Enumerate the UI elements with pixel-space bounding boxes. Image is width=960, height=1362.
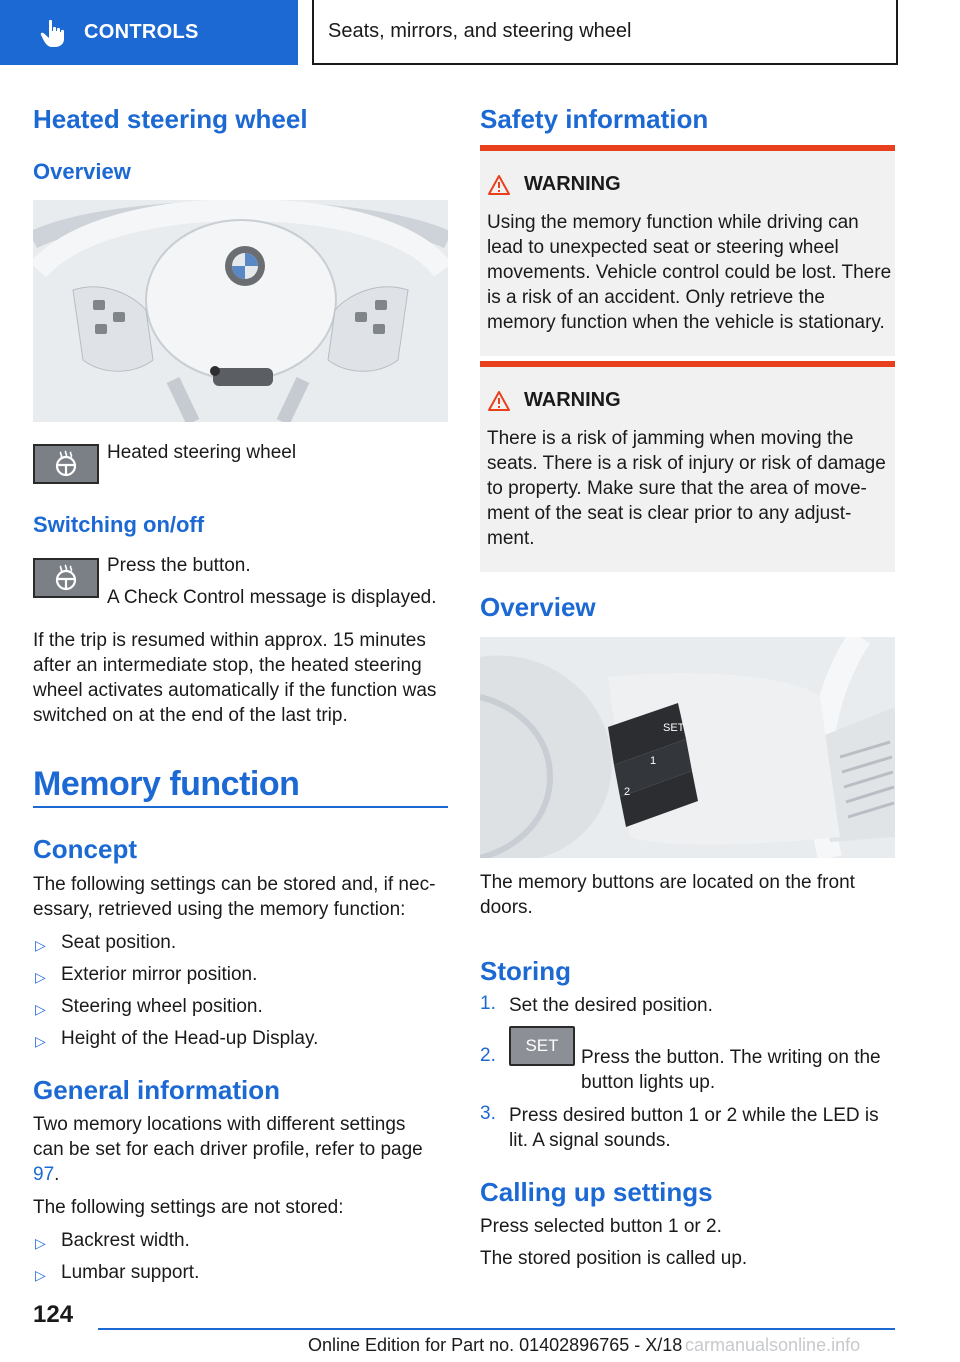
warning-triangle-icon bbox=[488, 175, 510, 195]
concept-text: The following settings can be stored and, if nec‐essary, retrieved using the memory function: bbox=[33, 874, 436, 920]
warning-box-2 bbox=[480, 361, 895, 572]
door-button-1-label: 1 bbox=[650, 755, 657, 767]
general-info-text: Two memory locations with different settings can be set for each driver profile, refer to page 97. bbox=[33, 1114, 423, 1185]
chapter-header bbox=[312, 0, 898, 65]
memory-title-rule bbox=[33, 806, 448, 808]
edition-text: Online Edition for Part no. 01402896765 - X/18 bbox=[308, 1335, 683, 1355]
list-item: ▷ Steering wheel position. bbox=[35, 996, 263, 1017]
warning-label: WARNING bbox=[524, 173, 621, 195]
door-caption: The memory buttons are located on the front doors. bbox=[480, 872, 855, 918]
set-button-image: SET bbox=[509, 1026, 575, 1066]
switching-title: Switching on/off bbox=[33, 512, 205, 537]
not-stored-text: The following settings are not stored: bbox=[33, 1197, 344, 1218]
step-text: Press desired button 1 or 2 while the LED is lit. A signal sounds. bbox=[509, 1105, 879, 1151]
storing-title: Storing bbox=[480, 956, 571, 986]
heated-wheel-caption: Heated steering wheel bbox=[107, 442, 297, 463]
section-label: CONTROLS bbox=[84, 21, 199, 43]
trip-paragraph: If the trip is resumed within approx. 15 minutes after an intermediate stop, the heated steering wheel activates automatically if the function was switched on at the end of the last trip. bbox=[33, 630, 437, 726]
storing-steps bbox=[480, 993, 895, 1153]
heated-steering-wheel-icon bbox=[52, 450, 80, 478]
heated-wheel-title: Heated steering wheel bbox=[33, 104, 308, 134]
watermark-text: carmanualsonline.info bbox=[685, 1335, 861, 1355]
step-number: 1. bbox=[480, 993, 496, 1014]
warning-triangle-icon bbox=[488, 391, 510, 411]
general-info-title: General information bbox=[33, 1075, 281, 1105]
steering-wheel-illustration bbox=[33, 200, 448, 422]
step-text-a: Press the button. The writing on the button lights up. bbox=[581, 1047, 881, 1093]
press-button-text: Press the button. bbox=[107, 555, 251, 576]
concept-list bbox=[33, 930, 443, 1058]
warning-text: Using the memory function while driving can lead to unexpected seat or steering wheel movements. Vehicle control could be lost. There is a risk of an accident. Only retrieve the memory function when the vehicle is stationary. bbox=[487, 212, 892, 333]
check-control-text: A Check Control message is displayed. bbox=[107, 587, 437, 608]
page-reference-link[interactable]: 97 bbox=[33, 1164, 55, 1185]
calling-text-1: Press selected button 1 or 2. bbox=[480, 1216, 722, 1237]
heated-steering-wheel-icon bbox=[52, 564, 80, 592]
pointing-hand-icon bbox=[40, 18, 66, 48]
list-item: ▷ Height of the Head-up Display. bbox=[35, 1028, 319, 1049]
overview-title-right: Overview bbox=[480, 592, 596, 622]
not-stored-list bbox=[33, 1228, 443, 1292]
step-text: Set the desired position. bbox=[509, 995, 713, 1016]
list-item: ▷ Seat position. bbox=[35, 932, 177, 953]
door-set-label: SET bbox=[663, 722, 685, 734]
list-item: ▷ Backrest width. bbox=[35, 1230, 190, 1251]
step-number: 2. bbox=[480, 1045, 496, 1066]
heated-wheel-button-image bbox=[33, 444, 99, 484]
calling-text-2: The stored position is called up. bbox=[480, 1248, 748, 1269]
warning-text: There is a risk of jamming when moving the seats. There is a risk of injury or risk of damage to property. Make sure that the area of move‐ment of the seat is clear prior to any adjust‐ment. bbox=[487, 428, 886, 549]
chapter-title: Seats, mirrors, and steering wheel bbox=[328, 20, 632, 42]
step-number: 3. bbox=[480, 1103, 496, 1124]
door-memory-buttons-illustration bbox=[480, 637, 895, 858]
concept-title: Concept bbox=[33, 834, 137, 864]
calling-up-title: Calling up settings bbox=[480, 1177, 713, 1207]
safety-info-title: Safety information bbox=[480, 104, 709, 134]
list-item: ▷ Exterior mirror position. bbox=[35, 964, 258, 985]
door-button-2-label: 2 bbox=[624, 786, 631, 798]
list-item: ▷ Lumbar support. bbox=[35, 1262, 200, 1283]
warning-box-1 bbox=[480, 145, 895, 356]
warning-label: WARNING bbox=[524, 389, 621, 411]
memory-function-title: Memory function bbox=[33, 765, 300, 803]
heated-wheel-button-image-2 bbox=[33, 558, 99, 598]
overview-title: Overview bbox=[33, 159, 131, 184]
page-number: 124 bbox=[33, 1301, 74, 1328]
footer-rule bbox=[98, 1328, 895, 1330]
section-tab[interactable] bbox=[0, 0, 298, 65]
